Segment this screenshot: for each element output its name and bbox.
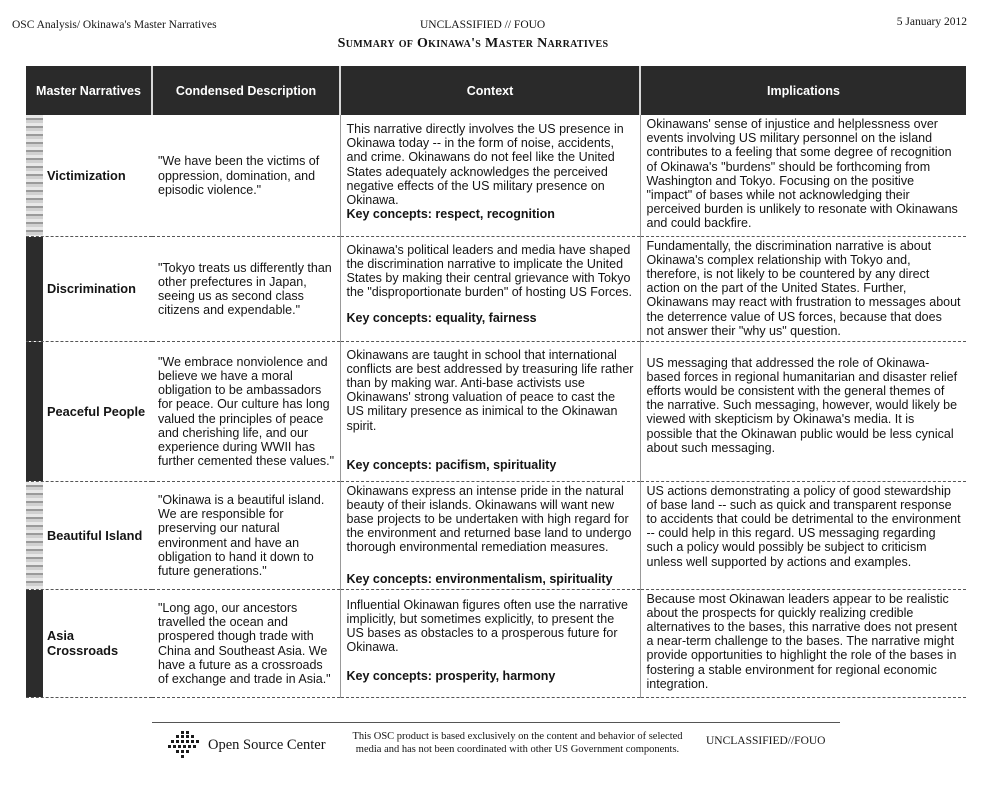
document-title: Summary of Okinawa's Master Narratives [337, 36, 609, 51]
context-cell [340, 341, 640, 481]
narrative-name: Beautiful Island [47, 527, 143, 543]
narratives-table [26, 66, 966, 698]
description-cell: "Tokyo treats us differently than other prefectures in Japan, seeing us as second class citizens and expendable." [152, 236, 340, 341]
narrative-name: Peaceful People [47, 403, 146, 419]
narrative-name-cell [26, 236, 152, 341]
osc-logo-icon [167, 730, 203, 760]
footer-classification: UNCLASSIFIED//FOUO [706, 735, 826, 747]
footer-disclaimer: This OSC product is based exclusively on the content and behavior of selected media and has not been coordinated with other US Government components. [352, 731, 683, 755]
implications-cell: Okinawans' sense of injustice and helplessness over events involving US military personnel on the island contributes to a feeling that some degree of recognition of Okinawa's "burdens" should be forthcoming from Washington and Tokyo. Focusing on the positive "impact" of bases while not acknowledging their perceived burden is unlikely to resonate with Okinawans and could backfire. [640, 115, 966, 236]
footer-divider [152, 722, 840, 723]
header-date: 5 January 2012 [896, 16, 967, 28]
narrative-name-cell [26, 341, 152, 481]
key-concepts: Key concepts: prosperity, harmony [346, 669, 556, 684]
implications-cell: US actions demonstrating a policy of good stewardship of base land -- such as quick and transparent response to accidents that could be detrimental to the environment -- could help in this regard. US messaging regarding such a policy would possibly be subject to criticism unless well supported by actions and examples. [640, 481, 966, 589]
narrative-name: Discrimination [47, 281, 136, 296]
key-concepts: Key concepts: equality, fairness [346, 311, 537, 326]
footer-logo [167, 730, 326, 760]
column-header-implications: Implications [640, 66, 966, 115]
narrative-name-cell [26, 481, 152, 589]
context-text: Okinawa's political leaders and media have shaped the discrimination narrative to implicate the United States by making their central grievance with Tokyo the "disproportionate burden" of hosting US Forces. [346, 242, 632, 300]
table-row [26, 481, 966, 589]
narrative-name: Asia Crossroads [47, 628, 119, 658]
narrative-name-cell [26, 589, 152, 697]
table-row [26, 115, 966, 236]
row-marker-bar [26, 482, 43, 589]
narrative-name: Victimization [47, 167, 126, 183]
table-row [26, 589, 966, 697]
context-text: Influential Okinawan figures often use the narrative implicitly, but sometimes explicitly, to present the US bases as obstacles to a prosperous future for Okinawa. [346, 597, 628, 655]
context-cell [340, 589, 640, 697]
row-marker-bar [26, 115, 43, 236]
context-cell [340, 115, 640, 236]
row-marker-bar [26, 342, 43, 481]
column-header-context: Context [340, 66, 640, 115]
description-cell: "We embrace nonviolence and believe we have a moral obligation to be ambassadors for peace. Our culture has long valued the principles of peace and cherishing life, and our experience during WWII has further cemented these values." [152, 341, 340, 481]
implications-cell: Fundamentally, the discrimination narrative is about Okinawa's complex relationship with Tokyo and, therefore, is not likely to be countered by any direct action on the part of the United States. Further, Okinawans may react with frustration to messages about the deterrence value of US forces, because that does not answer their "why us" question. [640, 236, 966, 341]
context-text: Okinawans are taught in school that international conflicts are best addressed by treasuring life rather than by making war. Anti-base activists use Okinawans' strong valuation of peace to cast the US military presence as inimical to the Okinawan spirit. [346, 347, 634, 433]
context-cell [340, 236, 640, 341]
table-row [26, 341, 966, 481]
key-concepts: Key concepts: respect, recognition [346, 207, 555, 222]
context-cell [340, 481, 640, 589]
context-text: This narrative directly involves the US presence in Okinawa today -- in the form of noise, accidents, and crime. Okinawans do not feel like the United States adequately acknowledges the perceived negative effects of the US military presence on Okinawa. [346, 122, 624, 208]
header-classification: UNCLASSIFIED // FOUO [420, 19, 546, 31]
footer-logo-text: Open Source Center [208, 736, 326, 753]
key-concepts: Key concepts: pacifism, spirituality [346, 457, 557, 472]
implications-cell: Because most Okinawan leaders appear to be realistic about the prospects for quickly realizing credible alternatives to the bases, this narrative does not present a near-term challenge to the bases. The narrative might provide opportunities to highlight the role of the bases in fostering a stable environment for regional economic integration. [640, 589, 966, 697]
implications-cell: US messaging that addressed the role of Okinawa-based forces in regional humanitarian and disaster relief efforts would be consistent with the general themes of the narrative. Such messaging, however, would likely be viewed with skepticism by Okinawa's media. It is possible that the Okinawan public would be less cynical about such messaging. [640, 341, 966, 481]
header-source: OSC Analysis/ Okinawa's Master Narratives [12, 19, 217, 31]
description-cell: "We have been the victims of oppression, domination, and episodic violence." [152, 115, 340, 236]
column-header-condensed-description: Condensed Description [152, 66, 340, 115]
table-header-row [26, 66, 966, 115]
row-marker-bar [26, 237, 43, 341]
key-concepts: Key concepts: environmentalism, spirituality [346, 571, 613, 586]
description-cell: "Long ago, our ancestors travelled the ocean and prospered though trade with China and Southeast Asia. We have a future as a crossroads of exchange and trade in Asia." [152, 589, 340, 697]
column-header-master-narratives: Master Narratives [26, 66, 152, 115]
row-marker-bar [26, 590, 43, 697]
context-text: Okinawans express an intense pride in the natural beauty of their islands. Okinawans will want new base projects to be undertaken with high regard for the environment and returned base land to undergo thorough environmental remediation measures. [346, 483, 632, 555]
description-cell: "Okinawa is a beautiful island. We are responsible for preserving our natural environment and have an obligation to hand it down to future generations." [152, 481, 340, 589]
table-row [26, 236, 966, 341]
narrative-name-cell [26, 115, 152, 236]
